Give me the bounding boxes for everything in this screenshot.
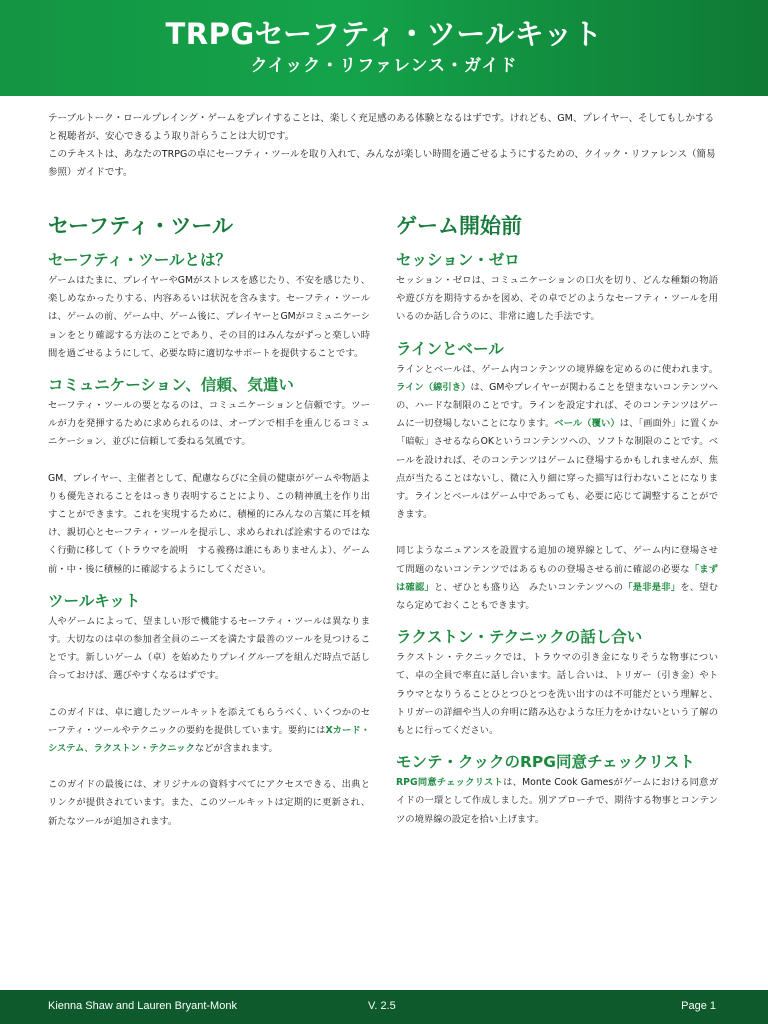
left-column bbox=[48, 208, 370, 831]
footer-version: V. 2.5 bbox=[368, 1000, 396, 1012]
header-banner bbox=[0, 0, 768, 96]
highlight-definitely: 「是非是非」 bbox=[623, 581, 681, 593]
paragraph-toolkit-summary: このガイドは、卓に適したツールキットを添えてもらうべく、いくつかのセーフティ・ツールやテクニックの要約を提供しています。要約にはXカード・システム、ラクストン・テクニックなどが含まれます。 bbox=[48, 706, 371, 755]
right-column bbox=[396, 208, 718, 829]
footer-bar bbox=[0, 990, 768, 1024]
subheading-monte-cook-checklist: モンテ・クックのRPG同意チェックリスト bbox=[396, 753, 695, 772]
paragraph-additional-boundaries: 同じようなニュアンスを設置する追加の境界線として、ゲーム内に登場させて問題のないコンテンツではあるものの登場させる前に確認の必要な「まずは確認」と、ぜひとも盛り込 みたいコンテンツへの「是非是非」を、望むなら定めておくこともできます。 bbox=[396, 545, 718, 612]
paragraph-communication: セーフティ・ツールの要となるのは、コミュニケーションと信頼です。ツールが力を発揮するために求められるのは、オープンで相手を重んじるコミュニケーション、並びに信頼して委ねる気風です。 bbox=[48, 400, 370, 448]
document-title: TRPGセーフティ・ツールキット bbox=[165, 17, 603, 51]
paragraph-communication: GM、プレイヤー、主催者として、配慮ならびに全員の健康がゲームや物語よりも優先されることをはっきり表明することにより、この精神風土を作り出すことができます。これを実現するために、積極的にみんなの言葉に耳を傾け、親切心とセーフティ・ツールを提示し、求められれば詮索するのではなく行動に移して（トラウマを説明 する義務は誰にもありませんよ）、ゲーム前・中・後に積極的に確認するようにしてください。 bbox=[48, 472, 370, 575]
paragraph-monte-cook-checklist: RPG同意チェックリストは、Monte Cook Gamesがゲームにおける同意ガイドの一環として作成しました。別アプローチで、期待する物事とコンテンツの境界線の設定を拾い上げます。 bbox=[396, 777, 719, 825]
footer-authors: Kienna Shaw and Lauren Bryant-Monk bbox=[48, 1000, 237, 1012]
subheading-communication-trust-care: コミュニケーション、信頼、気遣い bbox=[48, 376, 294, 395]
highlight-check-first: 「まずは確認」 bbox=[396, 563, 718, 593]
subheading-session-zero: セッション・ゼロ bbox=[396, 251, 520, 269]
paragraph-toolkit: 人やゲームによって、望ましい形で機能するセーフティ・ツールは異なります。大切なのは卓の参加者全員のニーズを満たす最善のツールを見つけることです。新しいゲーム（卓）を始めたりプレイグループを組んだ時点で話し合っておけば、選びやすくなるはずです。 bbox=[48, 615, 370, 682]
intro-section bbox=[48, 110, 720, 182]
paragraph-what-are-safety-tools: ゲームはたまに、プレイヤーやGMがストレスを感じたり、不安を感じたり、楽しめなかったりする、内容あるいは状況を含みます。セーフティ・ツールは、ゲームの前、ゲーム中、ゲーム後に、プレイヤーとGMがコミュニケーションをとり確認する方法のことであり、その目的はみんながずっと楽しい時間を過ごせるようにして、必要な時に適切なサポートを提供することです。 bbox=[48, 275, 370, 359]
subheading-what-are-safety-tools: セーフティ・ツールとは？ bbox=[48, 251, 232, 269]
intro-paragraph: テーブルトーク・ロールプレイング・ゲームをプレイすることは、楽しく充足感のある体験となるはずです。けれども、GM、プレイヤー、そしてもしかすると視聴者が、安心できるよう取り計らうことは大切です。 bbox=[48, 113, 715, 142]
subheading-lines-and-veils: ラインとベール bbox=[396, 339, 504, 358]
paragraph-toolkit-sources: このガイドの最後には、オリジナルの資料すべてにアクセスできる、出典とリンクが提供されています。また、このツールキットは定期的に更新され、新たなツールが追加されます。 bbox=[48, 779, 370, 827]
paragraph-lines-and-veils: ラインとベールは、ゲーム内コンテンツの境界線を定めるのに使われます。ライン（線引き）は、GMやプレイヤーが関わることを望まないコンテンツへの、ハードな制限のことです。ラインを設定すれば、そのコンテンツはゲームに一切登場しないことになります。ベール（覆い）は、「画面外」に置くか「暗転」させるならOKというコンテンツへの、ソフトな制限のことです。ベールを設ければ、そのコンテンツはゲームに登場するかもしれませんが、焦点が当たることはないし、微に入り細に穿った描写は行わないことになります。ラインとベールはゲーム中であっても、必要に応じて調整することができます。 bbox=[396, 363, 718, 521]
subheading-luxton-technique: ラクストン・テクニックの話し合い bbox=[396, 628, 643, 647]
highlight-veils: ベール（覆い） bbox=[554, 418, 620, 430]
section-heading-before-game: ゲーム開始前 bbox=[396, 214, 522, 238]
highlight-lines: ライン（線引き） bbox=[396, 381, 471, 393]
subheading-toolkit: ツールキット bbox=[48, 591, 141, 610]
document-subtitle: クイック・リファレンス・ガイド bbox=[250, 56, 518, 76]
footer-page-number: Page 1 bbox=[681, 1000, 716, 1012]
paragraph-session-zero: セッション・ゼロは、コミュニケーションの口火を切り、どんな種類の物語や遊び方を期待するかを図め、その卓でどのようなセーフティ・ツールを用いるのか話し合うのに、非常に適した手法です。 bbox=[396, 275, 718, 323]
intro-paragraph: このテキストは、あなたのTRPGの卓にセーフティ・ツールを取り入れて、みんなが楽しい時間を過ごせるようにするための、クイック・リファレンス（簡易参照）ガイドです。 bbox=[48, 149, 716, 178]
section-heading-safety-tools: セーフティ・ツール bbox=[48, 214, 234, 238]
paragraph-luxton-technique: ラクストン・テクニックでは、トラウマの引き金になりそうな物事について、卓の全員で率直に話し合います。話し合いは、トリガー（引き金）やトラウマとなりうることひとつひとつを洗い出すのは不可能だという理解と、トリガーの詳細や当人の弁明に踏み込むような圧力をかけないという了解のもとに行ってください。 bbox=[396, 652, 718, 737]
highlight-luxton-technique: ラクストン・テクニック bbox=[93, 743, 195, 755]
highlight-x-card: Xカード・システム bbox=[48, 724, 371, 755]
highlight-consent-checklist: RPG同意チェックリスト bbox=[396, 777, 504, 789]
